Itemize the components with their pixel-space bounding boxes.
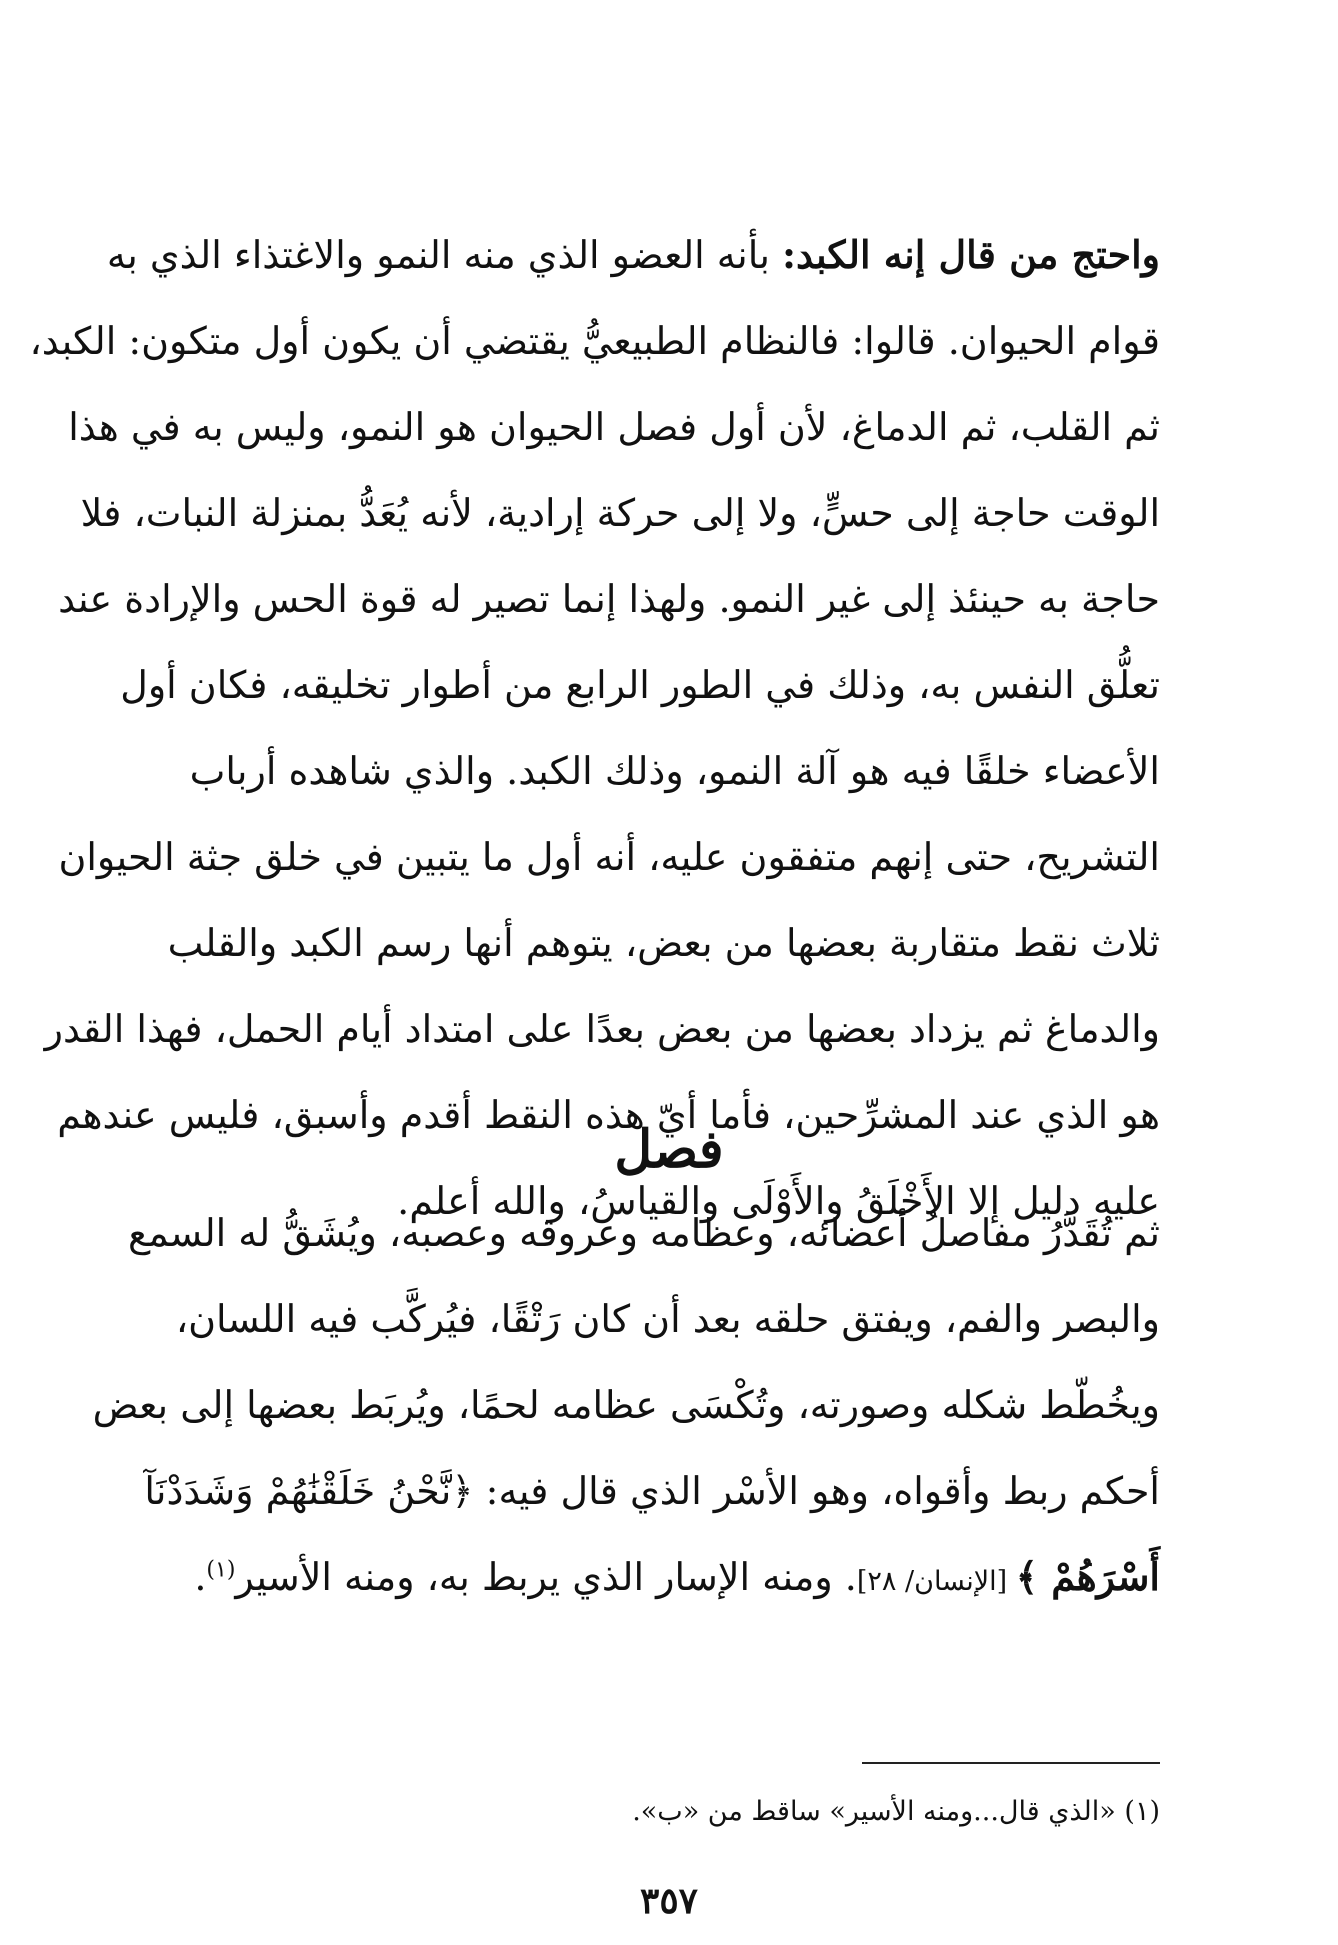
text-line: والبصر والفم، ويفتق حلقه بعد أن كان رَتْقًا، فيُركَّب فيه اللسان، (175, 1297, 1160, 1341)
line-text: . ومنه الإسار الذي يربط به، ومنه الأسير (235, 1555, 857, 1599)
line-end: . (194, 1555, 207, 1599)
text-line: الوقت حاجة إلى حسٍّ، ولا إلى حركة إرادية، لأنه يُعَدُّ بمنزلة النبات، فلا (80, 491, 1160, 535)
quran-verse-fragment: أَسْرَهُمْ ﴾ (1015, 1554, 1160, 1599)
text-line (106, 212, 1160, 298)
text-line: قوام الحيوان. قالوا: فالنظام الطبيعيُّ يقتضي أن يكون أول متكون: الكبد، (29, 319, 1160, 363)
text-line: عليه دليل إلا الأَخْلَقُ والأَوْلَى والقياسُ، والله أعلم. (397, 1179, 1160, 1223)
text-line: الأعضاء خلقًا فيه هو آلة النمو، وذلك الكبد. والذي شاهده أرباب (189, 749, 1160, 793)
footnote-divider (862, 1762, 1160, 1764)
text-line: هو الذي عند المشرِّحين، فأما أيّ هذه النقط أقدم وأسبق، فليس عندهم (57, 1093, 1160, 1137)
bold-lead-phrase: واحتج من قال إنه الكبد: (781, 232, 1160, 277)
text-line: أحكم ربط وأقواه، وهو الأسْر الذي قال فيه: ﴿نَّحْنُ خَلَقْنَٰهُمْ وَشَدَدْنَآ (144, 1469, 1160, 1513)
text-line: ويخُطّط شكله وصورته، وتُكْسَى عظامه لحمًا، ويُربَط بعضها إلى بعض (92, 1383, 1160, 1427)
paragraph-liver-argument (29, 212, 1160, 1244)
verse-citation: [الإنسان/ ٢٨] (856, 1566, 1016, 1597)
line-text: بأنه العضو الذي منه النمو والاغتذاء الذي به (106, 233, 782, 277)
page-number: ٣٥٧ (639, 1880, 698, 1922)
text-line: ثلاث نقط متقاربة بعضها من بعض، يتوهم أنها رسم الكبد والقلب (167, 921, 1160, 965)
footnote (160, 1790, 1160, 1834)
paragraph-organ-formation (92, 1190, 1160, 1620)
text-line: حاجة به حينئذ إلى غير النمو. ولهذا إنما تصير له قوة الحس والإرادة عند (58, 577, 1160, 621)
section-heading: فصل (614, 1119, 724, 1180)
text-line: ثم تُقَدَّرُ مفاصلُ أعضائه، وعظامه وعروقه وعصبه، ويُشَقُّ له السمع (127, 1211, 1160, 1255)
text-line: تعلُّق النفس به، وذلك في الطور الرابع من أطوار تخليقه، فكان أول (120, 663, 1160, 707)
footnote-text: «الذي قال...ومنه الأسير» ساقط من «ب». (632, 1796, 1125, 1827)
footnote-marker[interactable]: (١) (206, 1557, 236, 1583)
text-line: والدماغ ثم يزداد بعضها من بعض بعدًا على امتداد أيام الحمل، فهذا القدر (44, 1007, 1160, 1051)
text-line (160, 1534, 1160, 1620)
text-line: التشريح، حتى إنهم متفقون عليه، أنه أول ما يتبين في خلق جثة الحيوان (58, 835, 1160, 879)
text-line: ثم القلب، ثم الدماغ، لأن أول فصل الحيوان هو النمو، وليس به في هذا (68, 405, 1160, 449)
footnote-number: (١) (1124, 1796, 1160, 1827)
